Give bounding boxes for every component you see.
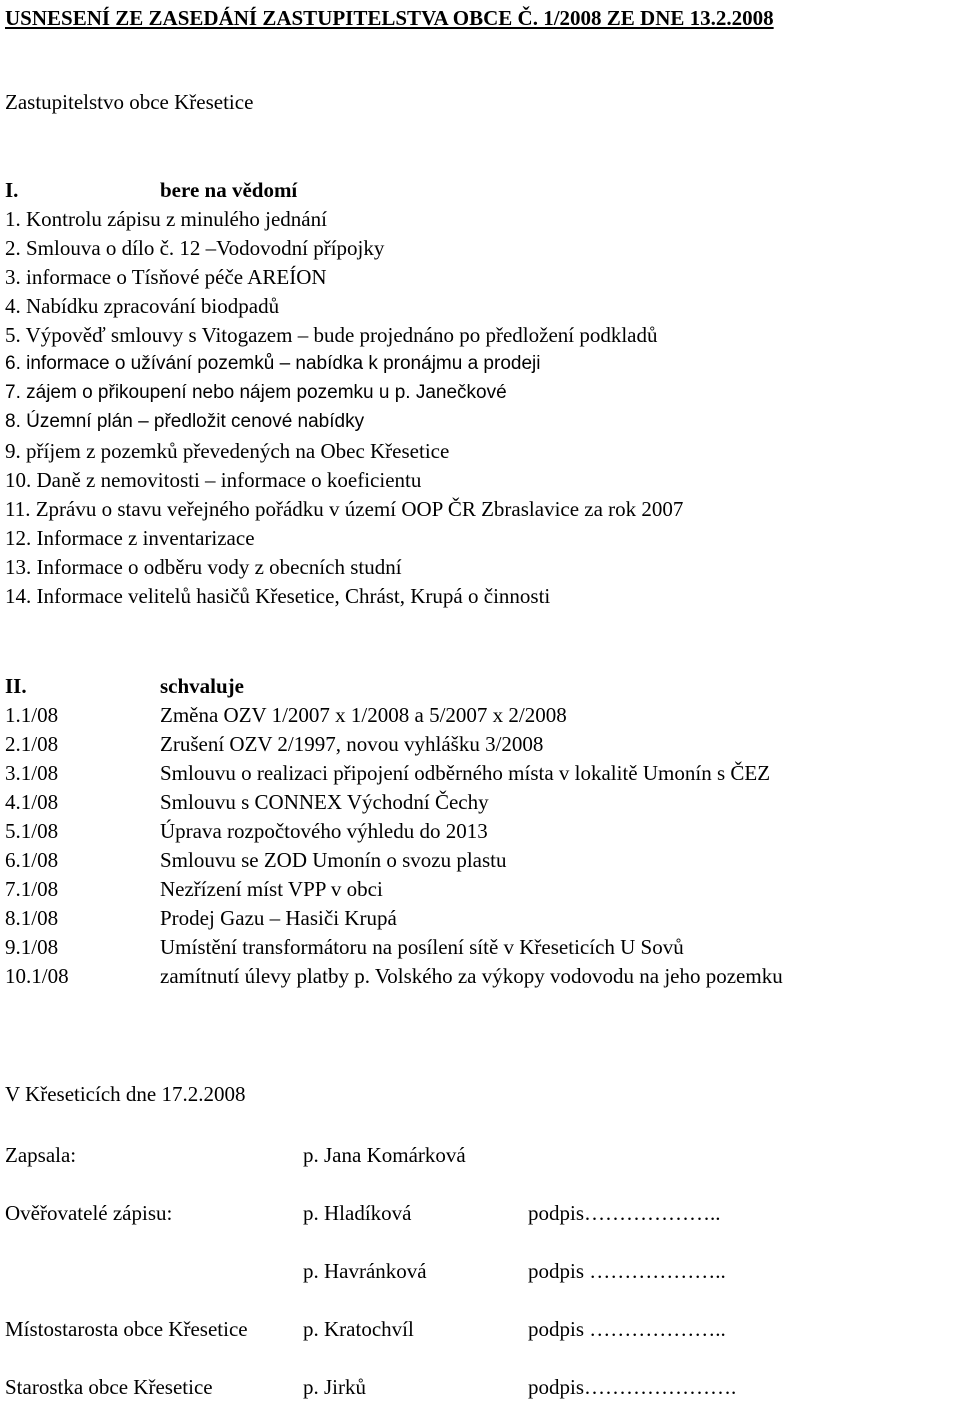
resolution-text: Smlouvu s CONNEX Východní Čechy [160, 790, 489, 814]
resolution-row [5, 790, 489, 814]
section1-header [5, 178, 298, 202]
signature-line: podpis ……………….. [528, 1259, 726, 1283]
deputy-name: p. Kratochvíl [303, 1317, 414, 1341]
resolution-text: Zrušení OZV 2/1997, novou vyhlášku 3/2008 [160, 732, 544, 756]
signature-line: podpis ……………….. [528, 1317, 726, 1341]
resolution-row [5, 703, 567, 727]
resolution-text: zamítnutí úlevy platby p. Volského za výkopy vodovodu na jeho pozemku [160, 964, 783, 988]
resolution-text: Nezřízení míst VPP v obci [160, 877, 383, 901]
resolution-number: 1.1/08 [5, 703, 59, 727]
resolution-row [5, 848, 507, 872]
list-item: 7. zájem o přikoupení nebo nájem pozemku u p. Janečkové [5, 382, 507, 403]
resolution-text: Změna OZV 1/2007 x 1/2008 a 5/2007 x 2/2008 [160, 703, 567, 727]
section2-header [5, 674, 244, 698]
list-item: 11. Zprávu o stavu veřejného pořádku v území OOP ČR Zbraslavice za rok 2007 [5, 497, 684, 521]
resolution-text: Prodej Gazu – Hasiči Krupá [160, 906, 397, 930]
resolution-number: 2.1/08 [5, 732, 59, 756]
list-item: 5. Výpověď smlouvy s Vitogazem – bude projednáno po předložení podkladů [5, 323, 658, 347]
list-item: 2. Smlouva o dílo č. 12 –Vodovodní přípojky [5, 236, 385, 260]
resolution-number: 5.1/08 [5, 819, 59, 843]
section2-roman: II. [5, 674, 27, 698]
resolution-row [5, 906, 397, 930]
mayor-label: Starostka obce Křesetice [5, 1375, 213, 1399]
resolution-row [5, 935, 684, 959]
recorder-name: p. Jana Komárková [303, 1143, 466, 1167]
resolution-number: 6.1/08 [5, 848, 59, 872]
section1-roman: I. [5, 178, 19, 202]
verifier-name: p. Havránková [303, 1259, 427, 1283]
list-item: 3. informace o Tísňové péče AREÍON [5, 265, 327, 289]
list-item: 4. Nabídku zpracování biodpadů [5, 294, 280, 318]
recorder-label: Zapsala: [5, 1143, 77, 1167]
resolution-row [5, 964, 783, 988]
resolution-row [5, 761, 771, 785]
resolution-text: Smlouvu o realizaci připojení odběrného místa v lokalitě Umonín s ČEZ [160, 761, 771, 785]
list-item: 9. příjem z pozemků převedených na Obec Křesetice [5, 439, 450, 463]
section2-heading: schvaluje [160, 674, 244, 698]
list-item: 14. Informace velitelů hasičů Křesetice, Chrást, Krupá o činnosti [5, 584, 551, 608]
verifiers-label: Ověřovatelé zápisu: [5, 1201, 173, 1225]
resolution-number: 10.1/08 [5, 964, 69, 988]
resolution-text: Umístění transformátoru na posílení sítě v Křeseticích U Sovů [160, 935, 684, 959]
list-item: 1. Kontrolu zápisu z minulého jednání [5, 207, 327, 231]
list-item: 8. Územní plán – předložit cenové nabídky [5, 411, 365, 432]
resolution-number: 3.1/08 [5, 761, 59, 785]
resolution-text: Smlouvu se ZOD Umonín o svozu plastu [160, 848, 507, 872]
place-date: V Křeseticích dne 17.2.2008 [5, 1082, 246, 1106]
resolution-row [5, 877, 383, 901]
resolution-number: 8.1/08 [5, 906, 59, 930]
resolution-number: 9.1/08 [5, 935, 59, 959]
document-title: USNESENÍ ZE ZASEDÁNÍ ZASTUPITELSTVA OBCE Č. 1/2008 ZE DNE 13.2.2008 [5, 6, 774, 30]
resolution-row [5, 732, 544, 756]
resolution-row [5, 819, 488, 843]
signature-line: podpis……………….. [528, 1201, 721, 1225]
section1-heading: bere na vědomí [160, 178, 298, 202]
list-item: 13. Informace o odběru vody z obecních studní [5, 555, 402, 579]
list-item: 6. informace o užívání pozemků – nabídka k pronájmu a prodeji [5, 353, 541, 374]
deputy-label: Místostarosta obce Křesetice [5, 1317, 248, 1341]
council-name: Zastupitelstvo obce Křesetice [5, 90, 254, 114]
list-item: 12. Informace z inventarizace [5, 526, 255, 550]
list-item: 10. Daně z nemovitosti – informace o koeficientu [5, 468, 422, 492]
resolution-text: Úprava rozpočtového výhledu do 2013 [160, 819, 488, 843]
resolution-number: 7.1/08 [5, 877, 59, 901]
mayor-name: p. Jirků [303, 1375, 366, 1399]
resolution-number: 4.1/08 [5, 790, 59, 814]
verifier-name: p. Hladíková [303, 1201, 412, 1225]
signature-line: podpis…………………. [528, 1375, 737, 1399]
